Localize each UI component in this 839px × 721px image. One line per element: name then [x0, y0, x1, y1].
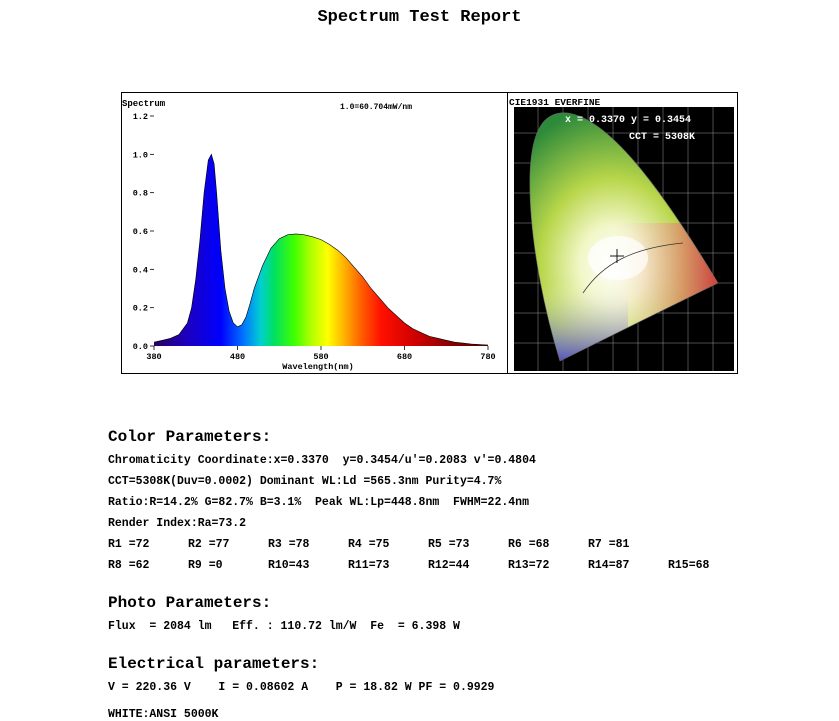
chromaticity-line: Chromaticity Coordinate:x=0.3370 y=0.3454/u'=0.2083 v'=0.4804 — [108, 454, 536, 467]
render-index-13: R13=72 — [508, 559, 550, 572]
cie-diagram-panel — [508, 93, 737, 373]
electrical-params-heading: Electrical parameters: — [108, 655, 320, 673]
cie-cct-readout: CCT = 5308K — [629, 132, 696, 143]
render-index-8: R8 =62 — [108, 559, 150, 572]
render-index-3: R3 =78 — [268, 538, 310, 551]
y-tick-label: 1.2 — [132, 112, 148, 122]
cie-diagram — [508, 93, 737, 373]
y-tick-label: 0.0 — [132, 342, 148, 352]
cct-line: CCT=5308K(Duv=0.0002) Dominant WL:Ld =565.3nm Purity=4.7% — [108, 475, 502, 488]
x-tick-label: 680 — [396, 352, 413, 362]
x-tick-label: 780 — [480, 352, 496, 362]
electrical-line: V = 220.36 V I = 0.08602 A P = 18.82 W PF = 0.9929 — [108, 681, 495, 694]
x-tick-label: 480 — [229, 352, 246, 362]
render-index-7: R7 =81 — [588, 538, 630, 551]
spectrum-label: Spectrum — [122, 99, 166, 109]
render-index-6: R6 =68 — [508, 538, 550, 551]
spectrum-area — [154, 154, 488, 346]
render-index-12: R12=44 — [428, 559, 470, 572]
render-index-5: R5 =73 — [428, 538, 470, 551]
photo-params-heading: Photo Parameters: — [108, 594, 272, 612]
spectrum-chart-panel — [122, 93, 508, 373]
x-tick-label: 380 — [146, 352, 162, 362]
render-index-15: R15=68 — [668, 559, 710, 572]
y-tick-label: 0.4 — [132, 265, 148, 276]
spectrum-scale-note: 1.0=60.704mW/nm — [340, 103, 413, 112]
render-index-14: R14=87 — [588, 559, 630, 572]
y-tick-label: 1.0 — [132, 150, 148, 161]
x-tick-label: 580 — [313, 352, 329, 362]
y-tick-label: 0.2 — [132, 303, 148, 314]
render-index-11: R11=73 — [348, 559, 390, 572]
render-index-1: R1 =72 — [108, 538, 150, 551]
y-axis — [133, 112, 154, 352]
ratio-line: Ratio:R=14.2% G=82.7% B=3.1% Peak WL:Lp=448.8nm FWHM=22.4nm — [108, 496, 529, 509]
x-axis-label: Wavelength(nm) — [282, 362, 354, 372]
figure-panel — [121, 92, 738, 374]
cie-label: CIE1931 EVERFINE — [509, 97, 601, 108]
render-index-2: R2 =77 — [188, 538, 230, 551]
flux-line: Flux = 2084 lm Eff. : 110.72 lm/W Fe = 6.398 W — [108, 620, 460, 633]
render-index-9: R9 =0 — [188, 559, 223, 572]
color-params-heading: Color Parameters: — [108, 428, 272, 446]
render-index-10: R10=43 — [268, 559, 310, 572]
render-index-line: Render Index:Ra=73.2 — [108, 517, 247, 530]
cie-xy-readout: x = 0.3370 y = 0.3454 — [565, 115, 692, 126]
report-title: Spectrum Test Report — [317, 8, 522, 27]
spectrum-chart — [122, 93, 507, 373]
render-index-4: R4 =75 — [348, 538, 390, 551]
y-tick-label: 0.6 — [132, 227, 148, 237]
white-standard-line: WHITE:ANSI 5000K — [108, 708, 219, 721]
y-tick-label: 0.8 — [132, 188, 148, 199]
x-axis — [146, 346, 495, 362]
